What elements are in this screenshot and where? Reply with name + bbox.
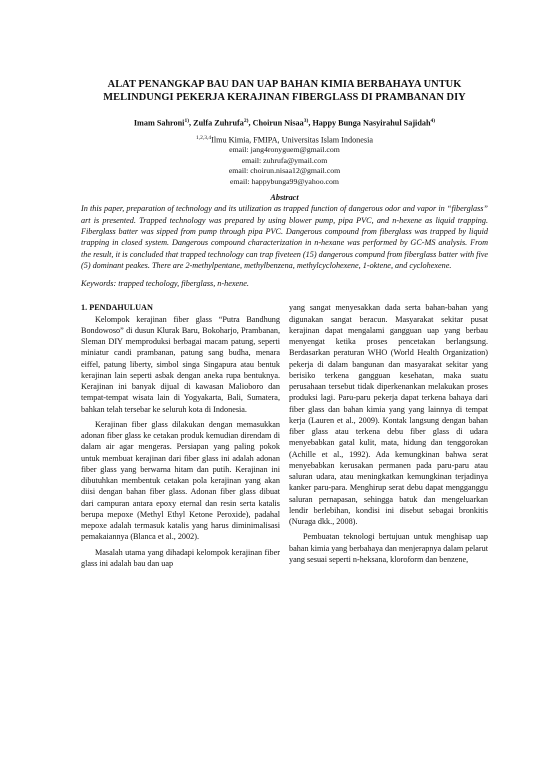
- body-paragraph: yang sangat menyesakkan dada serta bahan-bahan yang digunakan sangat beracun. Masyarakat sekitar pusat kerajinan dapat mengalami gangguan uap yang berbau menyengat ketika proses pencetakan berlangsung. Berdasarkan peraturan WHO (World Health Organization) pekerja di dalam bangunan dan masyarakat sekitar yang berisiko terkena gangguan kesehatan, maka suatu perusahaan tersebut tidak diperkenankan melakukan proses produksi lagi. Paru-paru pekerja dapat terkena bahaya dari fiber glass dan bahan kimia yang yang lainnya di tempat kerja (Lauren et al., 2009). Kontak langsung dengan bahan fiber glass atau terkena debu fiber glass di udara menyebabkan gatal kulit, mata, hidung dan tenggorokan (Achille et al., 1992). Ada kemungkinan bahwa serat menyebabkan kerusakan permanen pada paru-paru atau saluran udara, atau meningkatkan kemungkinan terjadinya kanker paru-para. Menghirup serat debu dapat mengganggu saluran pernapasan, sehingga batuk dan mengeluarkan lendir berlebihan, kondisi ini disebut sebagai bronkitis (Nuraga dkk., 2008).: [289, 303, 488, 526]
- body-paragraph: Pembuatan teknologi bertujuan untuk menghisap uap bahan kimia yang berbahaya dan menjerapnya dalam pelarut yang sesuai seperti n-heksana, kloroform dan benzene,: [289, 532, 488, 564]
- email-line: email: happybunga99@yahoo.com: [230, 176, 339, 186]
- email-line: email: zuhrufa@ymail.com: [241, 155, 328, 165]
- affiliation: [81, 135, 488, 145]
- body-paragraph: Kerajinan fiber glass dilakukan dengan memasukkan adonan fiber glass ke cetakan produk kemudian direndam di dalam air agar mengeras. Persiapan yang paling pokok untuk membuat kerajinan dari fiber glass ini adalah adonan fiber glass yang berwarna hitam dan putih. Kerajinan ini dibutuhkan membentuk cetakan pola kerajinan yang akan diisi dengan bahan fiber glass. Adonan fiber glass dibuat dari campuran antara epoxy eternal dan resin serta katalis berupa mepoxe (Methyl Ethyl Ketone Peroxide), padahal mepoxe adalah termasuk katalis yang harus diminimalisasi pemakaiannya (Blanca et al., 2002).: [81, 419, 280, 542]
- author-list: [81, 118, 488, 128]
- abstract-heading: Abstract: [270, 193, 299, 203]
- author-affiliation-mark: 1): [184, 118, 190, 124]
- body-columns: [81, 302, 488, 573]
- affiliation-text: Ilmu Kimia, FMIPA, Universitas Islam Indonesia: [211, 135, 373, 145]
- paper-title: [81, 78, 488, 104]
- section-heading: 1. PENDAHULUAN: [81, 303, 153, 313]
- author-separator: ,: [248, 118, 253, 128]
- author: Zulfa Zuhrufa: [193, 118, 244, 128]
- author-separator: ,: [308, 118, 313, 128]
- affiliation-marks: 1,2,3,4: [196, 134, 212, 141]
- author-affiliation-mark: 3): [303, 118, 309, 124]
- author: Happy Bunga Nasyirahul Sajidah: [312, 118, 431, 128]
- author-separator: ,: [189, 118, 194, 128]
- email-line: email: choirun.nisaa12@gmail.com: [228, 166, 341, 176]
- left-column: [81, 302, 280, 573]
- author-affiliation-mark: 4): [430, 118, 436, 124]
- email-list: [81, 145, 488, 187]
- body-paragraph: Kelompok kerajinan fiber glass “Putra Bandhung Bondowoso” di dusun Klurak Baru, Bokoharjo, Prambanan, Sleman DIY memproduksi berbagai macam patung, seperti miniatur candi prambanan, patung sang budha, menara eiffel, patung liberty, simbol singa Singapura atau bentuk kerajinan lain seperti asbak dengan aneka rupa bentuknya. Kerajinan ini banyak dijual di kawasan Malioboro dan tempat-tempat wisata lain di Yogyakarta, Bali, Sumatera, bahkan telah tersebar ke seluruh kota di Indonesia.: [81, 314, 280, 414]
- title-line-2: MELINDUNGI PEKERJA KERAJINAN FIBERGLASS DI PRAMBANAN DIY: [103, 92, 466, 103]
- author: Imam Sahroni: [133, 118, 185, 128]
- abstract-text: In this paper, preparation of technology and its utilization as trapped function of dangerous odor and vapor in “fiberglass” art is presented. Trapped technology was prepared by using blower pump, pipa PVC, and n-hexene as liquid trapping. Fiberglass batter was sipped from pump through pipa PVC. Dangerous compound from fiberglass was trapped by liquid trapping in closed system. Dangerous compound characterization in n-hexane was performed by GC-MS analysis. From the result, it is concluded that trapped technology can trap fiveteen (15) dangerous compund from fiberglass batter with five (5) dominant peakes. There are 2-methylpentane, methylbenzena, methylcyclohexene, 1-oktene, and cyclohexene.: [81, 204, 488, 270]
- author-affiliation-mark: 2): [243, 118, 249, 124]
- title-line-1: ALAT PENANGKAP BAU DAN UAP BAHAN KIMIA BERBAHAYA UNTUK: [107, 79, 462, 90]
- keywords: Keywords: trapped techology, fiberglass, n-hexene.: [81, 279, 249, 289]
- author: Choirun Nisaa: [252, 118, 304, 128]
- email-line: email: jang4ronyguem@gmail.com: [229, 145, 340, 155]
- right-column: [289, 302, 488, 573]
- body-paragraph: Masalah utama yang dihadapi kelompok kerajinan fiber glass ini adalah bau dan uap: [81, 547, 280, 568]
